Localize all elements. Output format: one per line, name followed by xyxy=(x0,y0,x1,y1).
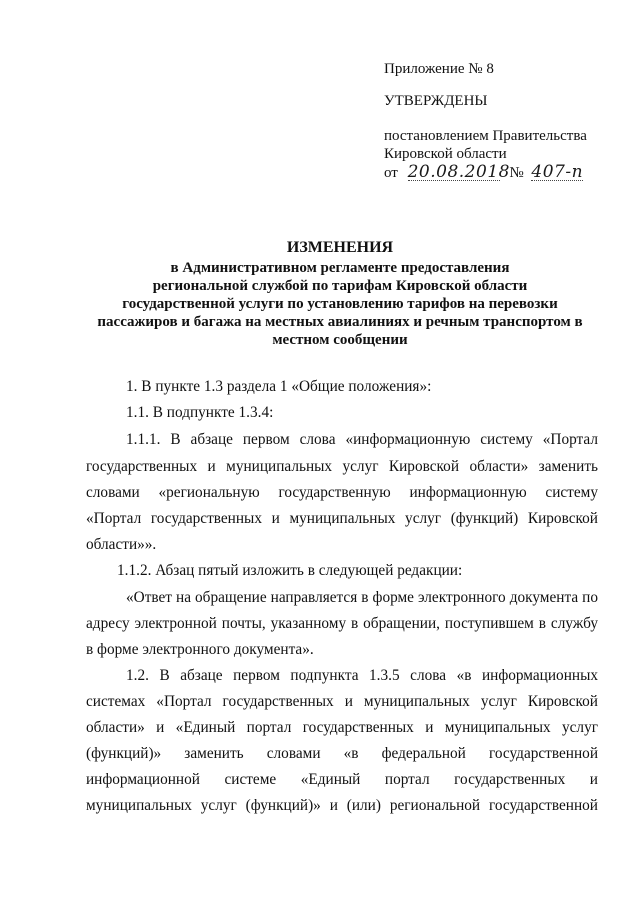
paragraph-1: 1. В пункте 1.3 раздела 1 «Общие положения»: xyxy=(126,378,432,395)
quote-line-1: «Ответ на обращение направляется в форме электронного документа по xyxy=(126,589,598,606)
quote-line-3: в форме электронного документа». xyxy=(86,641,314,658)
quote-line-2: адресу электронной почты, указанному в обращении, поступившем в службу xyxy=(86,615,598,632)
paragraph-1-1-1-line-5: области»». xyxy=(86,536,157,553)
handwritten-number: 407-п xyxy=(531,162,584,182)
paragraph-1-1-1-line-4: «Портал государственных и муниципальных услуг (функций) Кировской xyxy=(86,510,598,527)
paragraph-1-1: 1.1. В подпункте 1.3.4: xyxy=(126,404,274,421)
paragraph-1-2-line-3: области» и «Единый портал государственных и муниципальных услуг xyxy=(86,719,598,736)
paragraph-1-2-line-6: муниципальных услуг (функций)» и (или) региональной государственной xyxy=(86,797,598,814)
decree-line-1: постановлением Правительства xyxy=(384,128,587,144)
title-line-2: региональной службой по тарифам Кировской области xyxy=(152,278,528,294)
title-line-4: пассажиров и багажа на местных авиалиниях и речным транспортом в xyxy=(97,314,583,330)
number-prefix: № xyxy=(509,165,524,181)
title-line-1: в Административном регламенте предоставления xyxy=(170,260,510,276)
decree-date-line xyxy=(384,164,583,182)
paragraph-1-1-1-line-2: государственных и муниципальных услуг Кировской области» заменить xyxy=(86,458,598,475)
paragraph-1-1-1-line-3: словами «региональную государственную информационную систему xyxy=(86,484,598,501)
approved-label: УТВЕРЖДЕНЫ xyxy=(384,93,488,109)
document-title: ИЗМЕНЕНИЯ xyxy=(286,239,394,256)
paragraph-1-1-1-line-1: 1.1.1. В абзаце первом слова «информационную систему «Портал xyxy=(126,431,598,448)
from-prefix: от xyxy=(384,165,398,181)
paragraph-1-1-2: 1.1.2. Абзац пятый изложить в следующей редакции: xyxy=(117,562,463,579)
paragraph-1-2-line-1: 1.2. В абзаце первом подпункта 1.3.5 слова «в информационных xyxy=(126,667,598,684)
paragraph-1-2-line-5: информационной системе «Единый портал государственных и xyxy=(86,771,598,788)
paragraph-1-2-line-2: системах «Портал государственных и муниципальных услуг Кировской xyxy=(86,693,598,710)
paragraph-1-2-line-4: (функций)» заменить словами «в федеральной государственной xyxy=(86,745,598,762)
title-line-3: государственной услуги по установлению тарифов на перевозки xyxy=(122,296,558,312)
handwritten-date: 20.08.2018 xyxy=(407,162,510,182)
decree-line-2: Кировской области xyxy=(384,146,507,162)
title-line-5: местном сообщении xyxy=(272,332,408,348)
appendix-number: Приложение № 8 xyxy=(384,61,494,77)
